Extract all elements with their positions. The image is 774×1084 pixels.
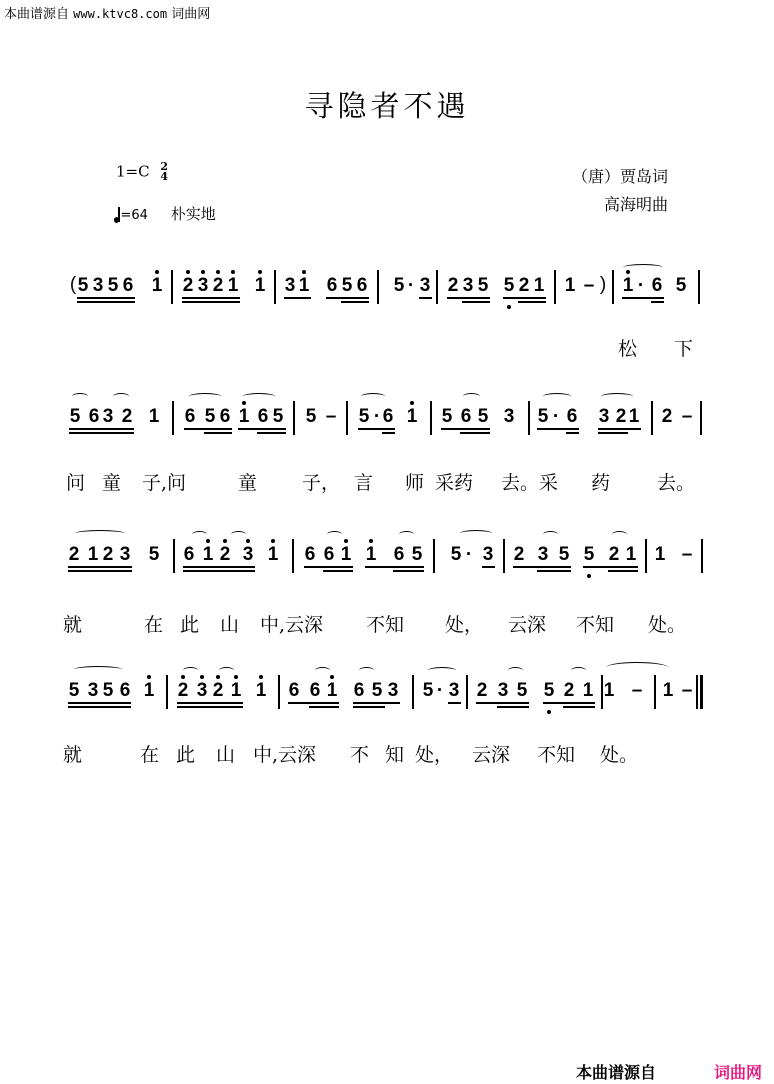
- source-label: 本曲谱源自: [4, 7, 70, 22]
- lyric-syllable: 此: [176, 744, 196, 766]
- lyric-syllable: 就: [63, 614, 83, 636]
- lyric-syllable: 处，: [415, 744, 454, 766]
- lyric-syllable: 此: [180, 614, 200, 636]
- source-brand: 词曲网: [171, 7, 211, 22]
- staff-line-1: ( 5 3 5 6 1 2 3 2 1 1 3 1 6 5 6 5 · 3 2 3 5 5 2 1 1 – ) 1 · 6 5: [0, 262, 774, 312]
- lyric-syllable: 童: [102, 472, 122, 494]
- lyric-syllable: 松: [618, 338, 638, 360]
- lyric-syllable: 山: [216, 744, 236, 766]
- key-signature: 1=C 2 4: [116, 160, 169, 183]
- lyric-syllable: 下: [674, 338, 694, 360]
- staff-line-4: 5 3 5 6 1 2 3 2 1 1 6 6 1 6 5 3 5 · 3 2 3 5 5 2 1 1 – 1 –: [0, 672, 774, 722]
- lyric-syllable: 在: [144, 614, 164, 636]
- lyric-syllable: 中,云深: [260, 614, 324, 636]
- lyric-syllable: 处，: [445, 614, 484, 636]
- lyric-syllable: 师: [405, 472, 425, 494]
- lyric-syllable: 去。采: [501, 472, 559, 494]
- lyric-syllable: 处。: [648, 614, 687, 636]
- lyric-syllable: 知: [385, 744, 405, 766]
- footer-brand-link[interactable]: 词曲网: [713, 1063, 762, 1082]
- lyric-syllable: 子,问: [142, 472, 187, 494]
- lyric-syllable: 童: [238, 472, 258, 494]
- lyricist-credit: （唐）贾岛词: [571, 167, 668, 186]
- lyric-syllable: 去。: [657, 472, 696, 494]
- lyric-syllable: 不知: [576, 614, 615, 636]
- lyric-syllable: 云深: [508, 614, 547, 636]
- lyric-syllable: 就: [63, 744, 83, 766]
- time-signature: 2 4: [160, 160, 169, 183]
- source-header: [4, 3, 210, 22]
- lyric-syllable: 处。: [600, 744, 639, 766]
- lyric-syllable: 云深: [472, 744, 511, 766]
- song-title: 寻隐者不遇: [304, 89, 470, 123]
- composer-credit: 高海明曲: [603, 195, 668, 214]
- lyric-syllable: 子，: [302, 472, 341, 494]
- tempo-marking: =64 朴实地: [114, 203, 216, 224]
- lyric-syllable: 中,云深: [253, 744, 317, 766]
- lyric-syllable: 不: [350, 744, 370, 766]
- footer-source-label: 本曲谱源自: [575, 1063, 656, 1082]
- lyric-syllable: 采药: [435, 472, 474, 494]
- lyric-syllable: 问: [66, 472, 86, 494]
- staff-line-3: 2 1 2 3 5 6 1 2 3 1 6 6 1 1 6 5 5 · 3 2 3 5 5 2 1 1 –: [0, 536, 774, 586]
- lyric-syllable: 言: [354, 472, 374, 494]
- lyric-syllable: 不知: [537, 744, 576, 766]
- expression-marking: 朴实地: [170, 205, 216, 223]
- lyric-syllable: 药: [591, 472, 611, 494]
- lyric-syllable: 在: [140, 744, 160, 766]
- lyric-syllable: 不知: [366, 614, 405, 636]
- lyric-syllable: 山: [220, 614, 240, 636]
- staff-line-2: 5 6 3 2 1 6 5 6 1 6 5 5 – 5 · 6 1 5 6 5 3 5 · 6 3 2 1 2 –: [0, 398, 774, 448]
- source-url[interactable]: www.ktvc8.com: [73, 7, 168, 21]
